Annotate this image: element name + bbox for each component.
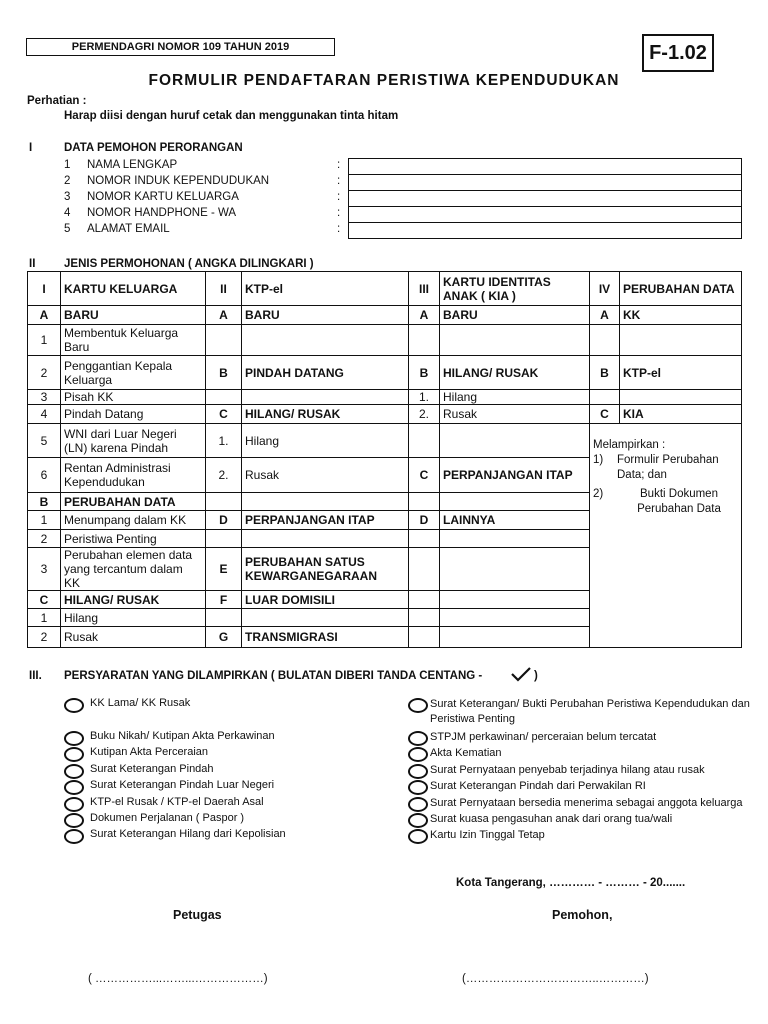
- field-colon: :: [337, 223, 341, 235]
- table-cell-code[interactable]: 1: [28, 511, 61, 530]
- table-cell-label[interactable]: PINDAH DATANG: [242, 356, 409, 390]
- checkbox-circle-icon[interactable]: [64, 829, 84, 844]
- table-cell-label[interactable]: HILANG/ RUSAK: [242, 405, 409, 424]
- table-cell-code[interactable]: 2.: [409, 405, 440, 424]
- field-number: 5: [64, 223, 71, 235]
- table-cell-code[interactable]: D: [409, 511, 440, 530]
- field-label: NOMOR INDUK KEPENDUDUKAN: [87, 175, 270, 187]
- table-cell-code[interactable]: 1.: [206, 424, 242, 458]
- form-code: F-1.02: [642, 34, 714, 72]
- checkbox-circle-icon[interactable]: [64, 780, 84, 795]
- table-cell-code[interactable]: 5: [28, 424, 61, 458]
- table-row: [28, 325, 742, 356]
- field-colon: :: [337, 191, 341, 203]
- table-cell-label[interactable]: WNI dari Luar Negeri (LN) karena Pindah: [61, 424, 206, 458]
- table-cell-code[interactable]: [409, 609, 440, 627]
- section2-number: II: [29, 258, 36, 270]
- checkbox-circle-icon[interactable]: [64, 764, 84, 779]
- notice-text: Harap diisi dengan huruf cetak dan menggunakan tinta hitam: [64, 110, 399, 122]
- table-cell-label[interactable]: Rusak: [440, 405, 590, 424]
- field-colon: :: [337, 159, 341, 171]
- checkbox-circle-icon[interactable]: [408, 780, 428, 795]
- table-cell-label[interactable]: [242, 325, 409, 356]
- requirement-label: STPJM perkawinan/ perceraian belum tercatat: [430, 731, 657, 743]
- table-cell-label[interactable]: [440, 325, 590, 356]
- field-number: 2: [64, 175, 71, 187]
- requirement-item[interactable]: [64, 697, 190, 713]
- checkbox-circle-icon[interactable]: [64, 731, 84, 746]
- checkbox-circle-icon[interactable]: [408, 747, 428, 762]
- table-cell-code[interactable]: A: [206, 306, 242, 325]
- requirement-item[interactable]: [408, 763, 750, 779]
- form-title: FORMULIR PENDAFTARAN PERISTIWA KEPENDUDUKAN: [148, 72, 620, 89]
- table-cell-label[interactable]: BARU: [440, 306, 590, 325]
- field-input-box[interactable]: [348, 190, 742, 207]
- requirement-label: Surat Keterangan/ Bukti Perubahan Peristiwa Kependudukan dan Peristiwa Penting: [430, 698, 750, 725]
- checkbox-circle-icon[interactable]: [408, 764, 428, 779]
- requirement-item[interactable]: [408, 796, 750, 812]
- requirement-label: KK Lama/ KK Rusak: [90, 697, 191, 709]
- requirement-item[interactable]: [64, 796, 264, 812]
- checkbox-circle-icon[interactable]: [408, 731, 428, 746]
- table-cell-label[interactable]: Rusak: [242, 458, 409, 493]
- applicant-signature-line[interactable]: (……………………………..…………): [462, 973, 649, 985]
- table-cell-code[interactable]: [409, 530, 440, 548]
- field-input-box[interactable]: [348, 206, 742, 223]
- field-colon: :: [337, 175, 341, 187]
- requirement-item[interactable]: [64, 763, 214, 779]
- field-label: NOMOR KARTU KELUARGA: [87, 191, 239, 203]
- table-cell-code[interactable]: 2: [28, 627, 61, 648]
- requirement-item[interactable]: [64, 746, 208, 762]
- requirement-label: Surat Keterangan Pindah dari Perwakilan RI: [430, 780, 646, 792]
- table-cell-label[interactable]: [620, 390, 742, 405]
- section3-title: PERSYARATAN YANG DILAMPIRKAN ( BULATAN DIBERI TANDA CENTANG -: [64, 670, 483, 682]
- table-cell-code[interactable]: [206, 390, 242, 405]
- table-cell-code[interactable]: [409, 493, 440, 511]
- table-cell-code[interactable]: A: [28, 306, 61, 325]
- table-cell-label[interactable]: Menumpang dalam KK: [61, 511, 206, 530]
- requirement-label: Surat kuasa pengasuhan anak dari orang tua/wali: [430, 813, 673, 825]
- table-cell-label[interactable]: [620, 325, 742, 356]
- table-cell-label[interactable]: Hilang: [440, 390, 590, 405]
- requirement-item[interactable]: [408, 779, 750, 795]
- table-cell-label[interactable]: KARTU KELUARGA: [61, 272, 206, 306]
- table-cell-code[interactable]: [409, 591, 440, 609]
- table-cell-code[interactable]: B: [206, 356, 242, 390]
- attachment-item2-text: Bukti Dokumen Perubahan Data: [637, 488, 721, 515]
- checkbox-circle-icon[interactable]: [408, 813, 428, 828]
- table-cell-label[interactable]: [440, 424, 590, 458]
- table-cell-label[interactable]: BARU: [242, 306, 409, 325]
- requirement-label: KTP-el Rusak / KTP-el Daerah Asal: [90, 796, 264, 808]
- regulation-box: PERMENDAGRI NOMOR 109 TAHUN 2019: [26, 38, 335, 56]
- table-cell-code[interactable]: [409, 424, 440, 458]
- field-number: 4: [64, 207, 71, 219]
- table-cell-code[interactable]: A: [590, 306, 620, 325]
- table-cell-label[interactable]: LUAR DOMISILI: [242, 591, 409, 609]
- table-cell-label[interactable]: [440, 493, 590, 511]
- applicant-label: Pemohon,: [552, 908, 613, 922]
- attachment-item1-text: Formulir Perubahan Data; dan: [617, 454, 719, 481]
- table-cell-code[interactable]: 3: [28, 548, 61, 591]
- field-input-box[interactable]: [348, 222, 742, 239]
- table-cell-code[interactable]: II: [206, 272, 242, 306]
- checkbox-circle-icon[interactable]: [408, 797, 428, 812]
- table-cell-code[interactable]: 1.: [409, 390, 440, 405]
- requirement-item[interactable]: [408, 746, 750, 762]
- table-cell-label[interactable]: Perubahan elemen data yang tercantum dalam KK: [61, 548, 206, 591]
- requirement-item[interactable]: [408, 730, 750, 746]
- field-number: 1: [64, 159, 71, 171]
- requirement-label: Surat Keterangan Pindah: [90, 763, 214, 775]
- table-cell-code[interactable]: 1: [28, 325, 61, 356]
- requirement-item[interactable]: [408, 697, 750, 727]
- table-row: [28, 424, 742, 458]
- field-input-box[interactable]: [348, 174, 742, 191]
- table-cell-label[interactable]: Pisah KK: [61, 390, 206, 405]
- table-cell-code[interactable]: C: [28, 591, 61, 609]
- table-cell-code[interactable]: [409, 325, 440, 356]
- table-cell-code[interactable]: [206, 325, 242, 356]
- table-cell-label[interactable]: Pindah Datang: [61, 405, 206, 424]
- table-row: [28, 272, 742, 306]
- table-row: [28, 306, 742, 325]
- table-cell-code[interactable]: [590, 390, 620, 405]
- table-cell-label[interactable]: TRANSMIGRASI: [242, 627, 409, 648]
- section1-number: I: [29, 142, 33, 154]
- requirement-item[interactable]: [64, 812, 244, 828]
- table-cell-label[interactable]: Hilang: [242, 424, 409, 458]
- requirement-label: Surat Keterangan Pindah Luar Negeri: [90, 779, 275, 791]
- table-cell-code[interactable]: 2: [28, 530, 61, 548]
- table-cell-label[interactable]: KTP-el: [242, 272, 409, 306]
- table-cell-code[interactable]: III: [409, 272, 440, 306]
- table-cell-label[interactable]: HILANG/ RUSAK: [440, 356, 590, 390]
- table-cell-label[interactable]: PERUBAHAN DATA: [61, 493, 206, 511]
- table-cell-label[interactable]: [242, 609, 409, 627]
- officer-signature-line[interactable]: ( ……………...……...………………): [88, 973, 268, 985]
- table-cell-code[interactable]: F: [206, 591, 242, 609]
- table-cell-label[interactable]: [242, 493, 409, 511]
- table-cell-code[interactable]: [206, 530, 242, 548]
- table-cell-code[interactable]: 3: [28, 390, 61, 405]
- table-cell-label[interactable]: Hilang: [61, 609, 206, 627]
- checkmark-icon: [510, 666, 532, 682]
- checkbox-circle-icon[interactable]: [408, 829, 428, 844]
- section3-title-end: ): [534, 670, 538, 682]
- request-type-table: [27, 271, 742, 648]
- attachment-item1-number: 1): [593, 454, 604, 466]
- field-number: 3: [64, 191, 71, 203]
- attachment-label: Melampirkan :: [593, 439, 666, 451]
- requirement-item[interactable]: [64, 828, 286, 844]
- table-cell-label[interactable]: PERPANJANGAN ITAP: [440, 458, 590, 493]
- table-cell-label[interactable]: BARU: [61, 306, 206, 325]
- attachment-note: [590, 424, 742, 648]
- table-cell-code[interactable]: IV: [590, 272, 620, 306]
- table-cell-code[interactable]: [206, 493, 242, 511]
- table-cell-label[interactable]: [440, 530, 590, 548]
- table-cell-code[interactable]: I: [28, 272, 61, 306]
- table-cell-label[interactable]: [242, 390, 409, 405]
- table-cell-label[interactable]: LAINNYA: [440, 511, 590, 530]
- table-cell-label[interactable]: PERUBAHAN DATA: [620, 272, 742, 306]
- table-cell-label[interactable]: Rentan Administrasi Kependudukan: [61, 458, 206, 493]
- table-row: [28, 405, 742, 424]
- table-cell-code[interactable]: G: [206, 627, 242, 648]
- table-cell-label[interactable]: Rusak: [61, 627, 206, 648]
- table-cell-code[interactable]: 6: [28, 458, 61, 493]
- table-cell-label[interactable]: Peristiwa Penting: [61, 530, 206, 548]
- requirement-label: Surat Pernyataan penyebab terjadinya hilang atau rusak: [430, 764, 705, 776]
- checkbox-circle-icon[interactable]: [408, 698, 428, 713]
- notice-label: Perhatian :: [27, 95, 87, 107]
- table-cell-label[interactable]: HILANG/ RUSAK: [61, 591, 206, 609]
- requirement-label: Kartu Izin Tinggal Tetap: [430, 829, 545, 841]
- table-cell-code[interactable]: B: [409, 356, 440, 390]
- section1-title: DATA PEMOHON PERORANGAN: [64, 142, 243, 154]
- table-row: [28, 390, 742, 405]
- checkbox-circle-icon[interactable]: [64, 698, 84, 713]
- table-cell-label[interactable]: KARTU IDENTITAS ANAK ( KIA ): [440, 272, 590, 306]
- requirement-label: Akta Kematian: [430, 747, 502, 759]
- checkbox-circle-icon[interactable]: [64, 797, 84, 812]
- table-cell-code[interactable]: D: [206, 511, 242, 530]
- table-cell-label[interactable]: [440, 627, 590, 648]
- table-cell-label[interactable]: [242, 530, 409, 548]
- field-input-box[interactable]: [348, 158, 742, 175]
- table-cell-code[interactable]: 1: [28, 609, 61, 627]
- table-cell-label[interactable]: PERPANJANGAN ITAP: [242, 511, 409, 530]
- table-cell-code[interactable]: [409, 627, 440, 648]
- table-cell-code[interactable]: [590, 325, 620, 356]
- table-cell-label[interactable]: [440, 609, 590, 627]
- field-label: NAMA LENGKAP: [87, 159, 178, 171]
- table-cell-code[interactable]: B: [28, 493, 61, 511]
- field-colon: :: [337, 207, 341, 219]
- table-cell-code[interactable]: 2.: [206, 458, 242, 493]
- table-row: [28, 356, 742, 390]
- checkbox-circle-icon[interactable]: [64, 747, 84, 762]
- requirement-label: Surat Pernyataan bersedia menerima sebagai anggota keluarga: [430, 797, 743, 809]
- table-cell-label[interactable]: KK: [620, 306, 742, 325]
- requirement-label: Kutipan Akta Perceraian: [90, 746, 209, 758]
- table-cell-label[interactable]: KTP-el: [620, 356, 742, 390]
- table-cell-label[interactable]: PERUBAHAN SATUS KEWARGANEGARAAN: [242, 548, 409, 591]
- table-cell-code[interactable]: [409, 548, 440, 591]
- requirement-item[interactable]: [64, 779, 274, 795]
- table-cell-code[interactable]: 2: [28, 356, 61, 390]
- checkbox-circle-icon[interactable]: [64, 813, 84, 828]
- table-cell-code[interactable]: 4: [28, 405, 61, 424]
- table-cell-code[interactable]: C: [409, 458, 440, 493]
- requirement-item[interactable]: [408, 812, 750, 828]
- requirement-item[interactable]: [408, 828, 750, 844]
- field-label: NOMOR HANDPHONE - WA: [87, 207, 237, 219]
- table-cell-label[interactable]: Penggantian Kepala Keluarga: [61, 356, 206, 390]
- section3-number: III.: [29, 670, 42, 682]
- field-label: ALAMAT EMAIL: [87, 223, 170, 235]
- table-cell-code[interactable]: A: [409, 306, 440, 325]
- table-cell-code[interactable]: C: [206, 405, 242, 424]
- table-cell-label[interactable]: [440, 591, 590, 609]
- requirement-label: Buku Nikah/ Kutipan Akta Perkawinan: [90, 730, 275, 742]
- officer-label: Petugas: [173, 908, 222, 922]
- table-cell-label[interactable]: Membentuk Keluarga Baru: [61, 325, 206, 356]
- requirement-item[interactable]: [64, 730, 275, 746]
- attachment-item2-number: 2): [593, 488, 604, 500]
- table-cell-code[interactable]: B: [590, 356, 620, 390]
- place-date: Kota Tangerang, ………… - ……… - 20.......: [456, 877, 686, 889]
- table-cell-code[interactable]: C: [590, 405, 620, 424]
- section2-title: JENIS PERMOHONAN ( ANGKA DILINGKARI ): [64, 258, 314, 270]
- table-cell-code[interactable]: [206, 609, 242, 627]
- table-cell-label[interactable]: [440, 548, 590, 591]
- requirement-label: Dokumen Perjalanan ( Paspor ): [90, 812, 245, 824]
- requirement-label: Surat Keterangan Hilang dari Kepolisian: [90, 828, 286, 840]
- table-cell-label[interactable]: KIA: [620, 405, 742, 424]
- table-cell-code[interactable]: E: [206, 548, 242, 591]
